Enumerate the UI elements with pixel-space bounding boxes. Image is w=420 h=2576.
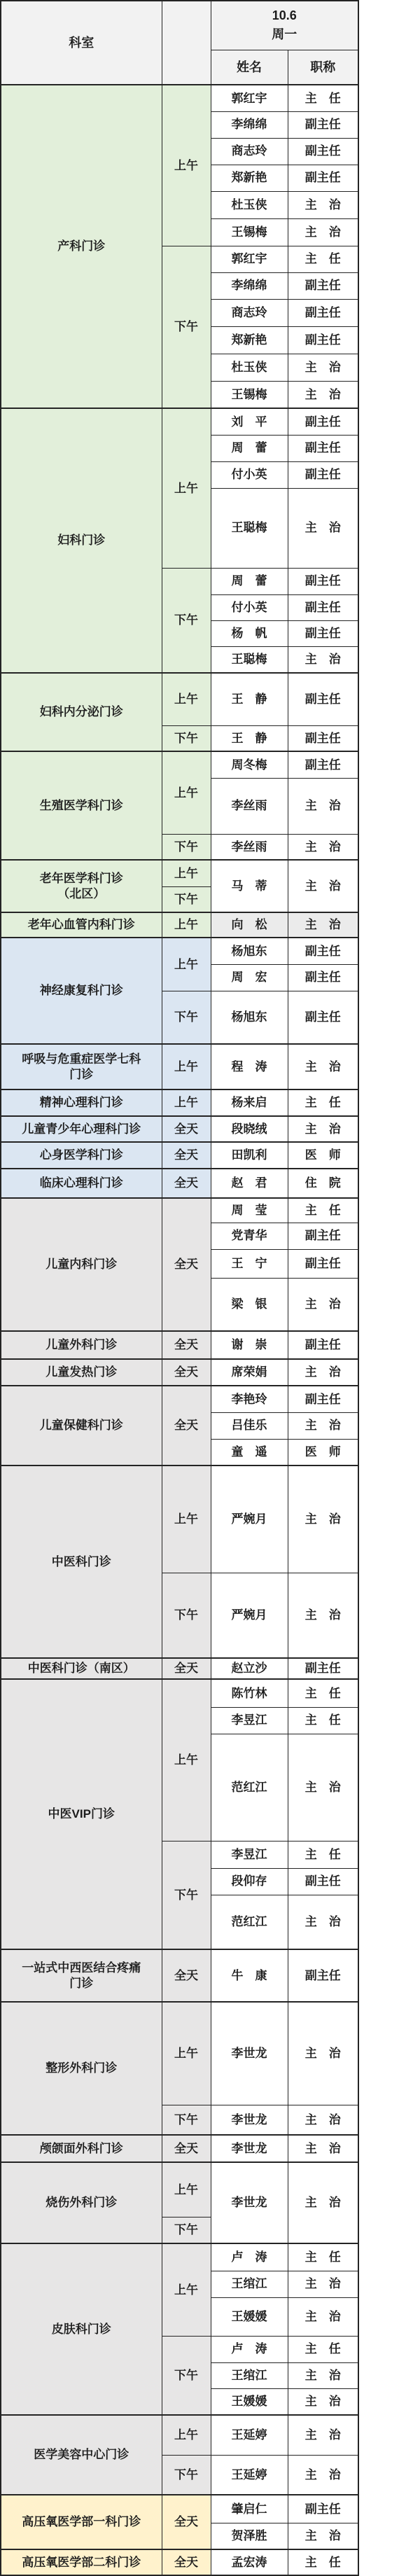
staff-title-cell: 主 治 — [288, 2271, 358, 2297]
staff-title-cell: 副主任 — [288, 938, 358, 964]
staff-title-cell: 主 治 — [288, 218, 358, 246]
time-cell: 下午 — [162, 2455, 211, 2495]
column-header-department: 科室 — [1, 1, 162, 85]
department-cell: 中医科门诊 — [1, 1465, 162, 1658]
staff-title-cell: 主 任 — [288, 1841, 358, 1868]
staff-name-cell: 王延婷 — [211, 2415, 288, 2455]
staff-name-cell: 付小英 — [211, 461, 288, 488]
time-cell: 上午 — [162, 912, 211, 938]
staff-name-cell: 杨旭东 — [211, 991, 288, 1044]
department-cell: 老年心血管内科门诊 — [1, 912, 162, 938]
staff-title-cell: 主 治 — [288, 1573, 358, 1658]
staff-name-cell: 李世龙 — [211, 2162, 288, 2243]
schedule-row — [1, 1169, 358, 1198]
header-date: 10.6 — [272, 8, 297, 23]
staff-name-cell: 马 蒂 — [211, 860, 288, 912]
staff-title-cell: 主 治 — [288, 860, 358, 912]
staff-name-cell: 严婉月 — [211, 1573, 288, 1658]
schedule-row — [1, 1658, 358, 1679]
staff-name-cell: 王 静 — [211, 725, 288, 751]
staff-title-cell: 副主任 — [288, 461, 358, 488]
department-cell: 高压氧医学部二科门诊 — [1, 2549, 162, 2575]
schedule-row — [1, 1044, 358, 1089]
time-cell: 全天 — [162, 2135, 211, 2162]
staff-title-cell: 副主任 — [288, 2495, 358, 2523]
department-cell: 精神心理科门诊 — [1, 1089, 162, 1116]
time-cell: 全天 — [162, 1331, 211, 1359]
staff-name-cell: 向 松 — [211, 912, 288, 938]
time-cell: 上午 — [162, 1089, 211, 1116]
staff-name-cell: 周 蕾 — [211, 435, 288, 461]
staff-title-cell: 主 治 — [288, 2455, 358, 2495]
staff-name-cell: 范红江 — [211, 1734, 288, 1841]
staff-name-cell: 李丝雨 — [211, 778, 288, 834]
time-cell: 全天 — [162, 2495, 211, 2549]
staff-name-cell: 李丝雨 — [211, 834, 288, 860]
staff-title-cell: 副主任 — [288, 620, 358, 646]
staff-title-cell: 主 治 — [288, 354, 358, 381]
time-cell: 全天 — [162, 1658, 211, 1679]
staff-title-cell: 副主任 — [288, 111, 358, 138]
staff-title-cell: 主 治 — [288, 2105, 358, 2135]
department-cell: 儿童发热门诊 — [1, 1359, 162, 1386]
staff-name-cell: 王锡梅 — [211, 381, 288, 408]
staff-title-cell: 副主任 — [288, 1249, 358, 1278]
staff-title-cell: 主 治 — [288, 1465, 358, 1573]
staff-title-cell: 主 任 — [288, 1707, 358, 1734]
staff-name-cell: 杨 帆 — [211, 620, 288, 646]
staff-title-cell: 主 治 — [288, 2135, 358, 2162]
time-cell: 全天 — [162, 1169, 211, 1198]
staff-name-cell: 商志玲 — [211, 138, 288, 165]
staff-name-cell: 郑新艳 — [211, 165, 288, 191]
staff-title-cell: 副主任 — [288, 272, 358, 299]
staff-name-cell: 王延婷 — [211, 2455, 288, 2495]
staff-name-cell: 孟宏涛 — [211, 2549, 288, 2575]
staff-name-cell: 刘 平 — [211, 408, 288, 435]
schedule-row — [1, 1949, 358, 2002]
department-cell: 生殖医学科门诊 — [1, 751, 162, 860]
time-cell: 全天 — [162, 1359, 211, 1386]
time-cell: 上午 — [162, 1465, 211, 1573]
department-cell: 心身医学科门诊 — [1, 1142, 162, 1169]
staff-title-cell: 副主任 — [288, 408, 358, 435]
staff-name-cell: 李绵绵 — [211, 111, 288, 138]
staff-name-cell: 李绵绵 — [211, 272, 288, 299]
staff-title-cell: 主 治 — [288, 2297, 358, 2336]
time-cell: 上午 — [162, 85, 211, 246]
time-cell: 全天 — [162, 1386, 211, 1465]
schedule-row — [1, 2415, 358, 2455]
schedule-row — [1, 2549, 358, 2575]
time-cell: 上午 — [162, 1044, 211, 1089]
schedule-row — [1, 1142, 358, 1169]
staff-name-cell: 王媛媛 — [211, 2388, 288, 2415]
staff-name-cell: 王聪梅 — [211, 488, 288, 568]
staff-title-cell: 住 院 — [288, 1169, 358, 1198]
staff-title-cell: 主 治 — [288, 1116, 358, 1142]
staff-name-cell: 李世龙 — [211, 2135, 288, 2162]
staff-title-cell: 主 任 — [288, 2549, 358, 2575]
department-cell: 产科门诊 — [1, 85, 162, 408]
time-cell: 上午 — [162, 2243, 211, 2336]
staff-name-cell: 卢 涛 — [211, 2243, 288, 2271]
staff-name-cell: 王绾江 — [211, 2271, 288, 2297]
schedule-row — [1, 1359, 358, 1386]
staff-title-cell: 副主任 — [288, 568, 358, 594]
schedule-row — [1, 2002, 358, 2105]
staff-title-cell: 副主任 — [288, 725, 358, 751]
staff-title-cell: 主 治 — [288, 912, 358, 938]
staff-name-cell: 王 宁 — [211, 1249, 288, 1278]
staff-name-cell: 李世龙 — [211, 2002, 288, 2105]
schedule-row — [1, 1465, 358, 1573]
staff-name-cell: 严婉月 — [211, 1465, 288, 1573]
department-cell: 中医科门诊（南区） — [1, 1658, 162, 1679]
staff-name-cell: 杜玉侠 — [211, 354, 288, 381]
staff-title-cell: 主 治 — [288, 646, 358, 673]
time-cell: 下午 — [162, 246, 211, 408]
staff-name-cell: 杨旭东 — [211, 938, 288, 964]
staff-name-cell: 范红江 — [211, 1895, 288, 1949]
schedule-row — [1, 1331, 358, 1359]
time-cell: 下午 — [162, 2336, 211, 2415]
staff-title-cell: 主 治 — [288, 1895, 358, 1949]
staff-title-cell: 主 治 — [288, 778, 358, 834]
staff-name-cell: 陈竹林 — [211, 1679, 288, 1707]
department-cell: 烧伤外科门诊 — [1, 2162, 162, 2243]
staff-title-cell: 副主任 — [288, 751, 358, 778]
department-cell: 一站式中西医结合疼痛 门诊 — [1, 1949, 162, 2002]
time-cell: 下午 — [162, 886, 211, 912]
staff-name-cell: 席荣娟 — [211, 1359, 288, 1386]
staff-name-cell: 杜玉侠 — [211, 191, 288, 218]
staff-title-cell: 副主任 — [288, 991, 358, 1044]
staff-title-cell: 主 治 — [288, 1734, 358, 1841]
time-cell: 下午 — [162, 834, 211, 860]
schedule-row — [1, 673, 358, 725]
staff-name-cell: 李昱江 — [211, 1707, 288, 1734]
department-cell: 妇科门诊 — [1, 408, 162, 673]
staff-title-cell: 主 治 — [288, 1412, 358, 1439]
time-cell: 下午 — [162, 2217, 211, 2243]
schedule-row — [1, 85, 358, 111]
staff-title-cell: 副主任 — [288, 1949, 358, 2002]
department-cell: 整形外科门诊 — [1, 2002, 162, 2135]
staff-name-cell: 李昱江 — [211, 1841, 288, 1868]
staff-name-cell: 郭红宇 — [211, 85, 288, 111]
staff-title-cell: 主 任 — [288, 1089, 358, 1116]
staff-title-cell: 副主任 — [288, 594, 358, 620]
staff-title-cell: 主 任 — [288, 2336, 358, 2362]
time-cell: 下午 — [162, 991, 211, 1044]
staff-title-cell: 主 治 — [288, 834, 358, 860]
staff-title-cell: 副主任 — [288, 435, 358, 461]
staff-title-cell: 主 任 — [288, 1679, 358, 1707]
time-cell: 下午 — [162, 1573, 211, 1658]
staff-name-cell: 郭红宇 — [211, 246, 288, 272]
department-cell: 呼吸与危重症医学七科 门诊 — [1, 1044, 162, 1089]
time-cell: 上午 — [162, 408, 211, 568]
staff-title-cell: 主 治 — [288, 2362, 358, 2388]
staff-title-cell: 副主任 — [288, 964, 358, 991]
schedule-row — [1, 860, 358, 886]
staff-name-cell: 商志玲 — [211, 299, 288, 326]
time-cell: 下午 — [162, 2105, 211, 2135]
staff-title-cell: 主 治 — [288, 2002, 358, 2105]
time-cell: 上午 — [162, 673, 211, 725]
schedule-row — [1, 912, 358, 938]
staff-name-cell: 郑新艳 — [211, 326, 288, 354]
department-cell: 高压氧医学部一科门诊 — [1, 2495, 162, 2549]
department-cell: 神经康复科门诊 — [1, 938, 162, 1044]
staff-name-cell: 程 涛 — [211, 1044, 288, 1089]
time-cell: 下午 — [162, 568, 211, 673]
staff-name-cell: 段晓绒 — [211, 1116, 288, 1142]
staff-name-cell: 吕佳乐 — [211, 1412, 288, 1439]
time-cell: 全天 — [162, 1142, 211, 1169]
staff-title-cell: 主 治 — [288, 2415, 358, 2455]
staff-name-cell: 王锡梅 — [211, 218, 288, 246]
department-cell: 儿童青少年心理科门诊 — [1, 1116, 162, 1142]
column-header-title: 职称 — [288, 50, 358, 85]
schedule-row — [1, 1089, 358, 1116]
staff-name-cell: 肇启仁 — [211, 2495, 288, 2523]
staff-name-cell: 王聪梅 — [211, 646, 288, 673]
time-cell: 上午 — [162, 2162, 211, 2217]
staff-title-cell: 主 治 — [288, 381, 358, 408]
staff-title-cell: 副主任 — [288, 673, 358, 725]
staff-title-cell: 医 师 — [288, 1142, 358, 1169]
staff-title-cell: 主 治 — [288, 2388, 358, 2415]
staff-name-cell: 贺泽胜 — [211, 2523, 288, 2549]
staff-name-cell: 赵立沙 — [211, 1658, 288, 1679]
staff-name-cell: 王媛媛 — [211, 2297, 288, 2336]
staff-name-cell: 李世龙 — [211, 2105, 288, 2135]
department-cell: 临床心理科门诊 — [1, 1169, 162, 1198]
time-cell: 全天 — [162, 1198, 211, 1331]
staff-title-cell: 主 治 — [288, 191, 358, 218]
staff-title-cell: 主 治 — [288, 1044, 358, 1089]
schedule-row — [1, 1386, 358, 1412]
department-cell: 儿童外科门诊 — [1, 1331, 162, 1359]
department-cell: 老年医学科门诊 （北区） — [1, 860, 162, 912]
time-cell: 下午 — [162, 1841, 211, 1949]
staff-name-cell: 段仰存 — [211, 1868, 288, 1895]
staff-title-cell: 主 任 — [288, 2243, 358, 2271]
time-cell: 上午 — [162, 751, 211, 834]
staff-name-cell: 牛 康 — [211, 1949, 288, 2002]
staff-name-cell: 周 蕾 — [211, 568, 288, 594]
header-weekday: 周一 — [272, 27, 298, 42]
department-cell: 中医VIP门诊 — [1, 1679, 162, 1949]
time-cell: 下午 — [162, 725, 211, 751]
staff-title-cell: 副主任 — [288, 1868, 358, 1895]
staff-name-cell: 李艳玲 — [211, 1386, 288, 1412]
staff-title-cell: 副主任 — [288, 1658, 358, 1679]
staff-name-cell: 谢 崇 — [211, 1331, 288, 1359]
time-cell: 全天 — [162, 1116, 211, 1142]
staff-name-cell: 梁 银 — [211, 1278, 288, 1331]
staff-name-cell: 卢 涛 — [211, 2336, 288, 2362]
schedule-row — [1, 2135, 358, 2162]
department-cell: 妇科内分泌门诊 — [1, 673, 162, 751]
header-row-date — [1, 1, 358, 50]
staff-name-cell: 周 莹 — [211, 1198, 288, 1223]
time-cell: 上午 — [162, 1679, 211, 1841]
department-cell: 儿童内科门诊 — [1, 1198, 162, 1331]
schedule-row — [1, 2162, 358, 2217]
schedule-row — [1, 1116, 358, 1142]
staff-title-cell: 副主任 — [288, 1331, 358, 1359]
department-cell: 医学美容中心门诊 — [1, 2415, 162, 2495]
time-cell: 上午 — [162, 860, 211, 886]
staff-name-cell: 田凯利 — [211, 1142, 288, 1169]
staff-name-cell: 赵 君 — [211, 1169, 288, 1198]
staff-title-cell: 副主任 — [288, 326, 358, 354]
department-cell: 儿童保健科门诊 — [1, 1386, 162, 1465]
schedule-row — [1, 938, 358, 964]
schedule-row — [1, 1679, 358, 1707]
schedule-row — [1, 408, 358, 435]
time-cell: 全天 — [162, 2549, 211, 2575]
staff-title-cell: 副主任 — [288, 165, 358, 191]
schedule-row — [1, 751, 358, 778]
staff-title-cell: 主 任 — [288, 1198, 358, 1223]
staff-title-cell: 副主任 — [288, 138, 358, 165]
staff-title-cell: 主 治 — [288, 1359, 358, 1386]
staff-name-cell: 周 宏 — [211, 964, 288, 991]
time-cell: 上午 — [162, 2002, 211, 2105]
department-cell: 颅颌面外科门诊 — [1, 2135, 162, 2162]
staff-title-cell: 副主任 — [288, 1386, 358, 1412]
staff-title-cell: 主 任 — [288, 85, 358, 111]
department-cell: 皮肤科门诊 — [1, 2243, 162, 2415]
time-cell: 上午 — [162, 2415, 211, 2455]
staff-title-cell: 主 任 — [288, 246, 358, 272]
staff-title-cell: 副主任 — [288, 299, 358, 326]
staff-title-cell: 主 治 — [288, 1278, 358, 1331]
column-header-time-empty — [162, 1, 211, 85]
staff-title-cell: 主 治 — [288, 488, 358, 568]
schedule-row — [1, 2495, 358, 2523]
column-header-name: 姓名 — [211, 50, 288, 85]
staff-name-cell: 付小英 — [211, 594, 288, 620]
staff-title-cell: 主 治 — [288, 2162, 358, 2243]
header-date-cell — [211, 1, 358, 50]
schedule-row — [1, 1198, 358, 1223]
staff-title-cell: 医 师 — [288, 1439, 358, 1465]
time-cell: 全天 — [162, 1949, 211, 2002]
staff-title-cell: 主 治 — [288, 2523, 358, 2549]
time-cell: 上午 — [162, 938, 211, 991]
schedule-row — [1, 2243, 358, 2271]
staff-name-cell: 周冬梅 — [211, 751, 288, 778]
staff-name-cell: 王绾江 — [211, 2362, 288, 2388]
staff-name-cell: 党青华 — [211, 1223, 288, 1249]
staff-name-cell: 王 静 — [211, 673, 288, 725]
staff-name-cell: 杨来启 — [211, 1089, 288, 1116]
staff-name-cell: 童 遥 — [211, 1439, 288, 1465]
staff-title-cell: 副主任 — [288, 1223, 358, 1249]
